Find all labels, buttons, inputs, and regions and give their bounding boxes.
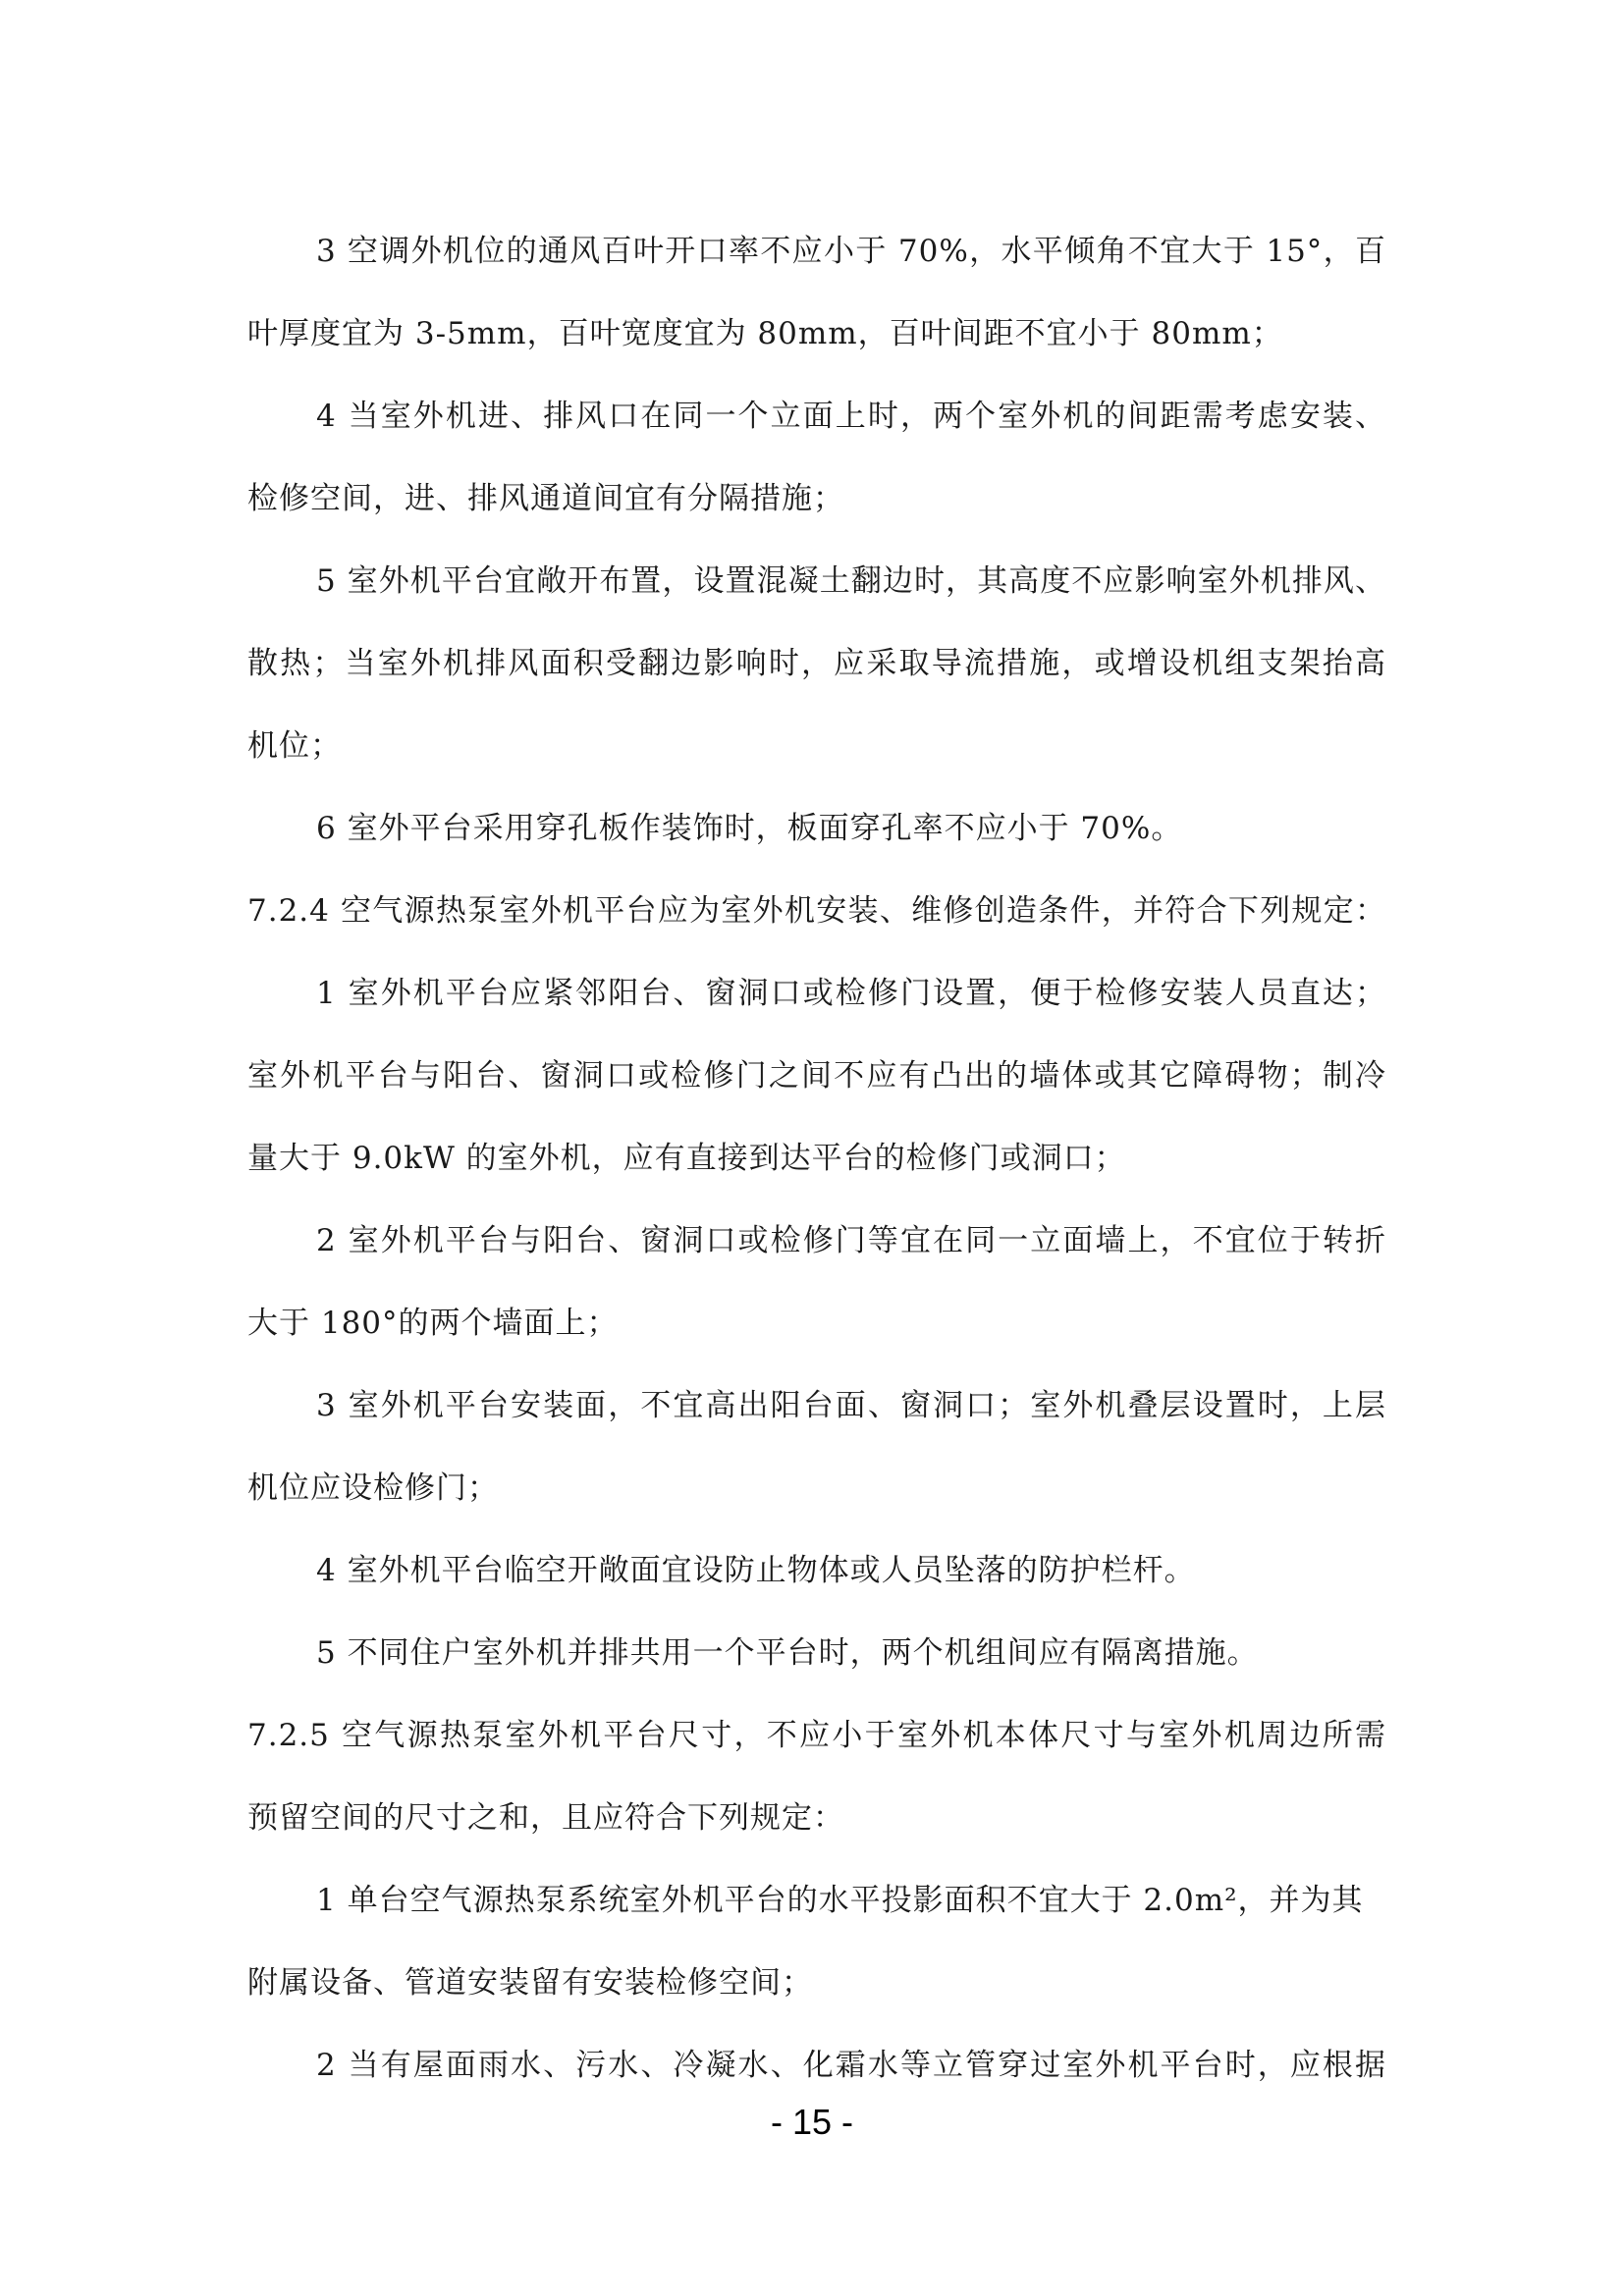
text-line: 叶厚度宜为 3-5mm，百叶宽度宜为 80mm，百叶间距不宜小于 80mm； — [247, 316, 1283, 351]
page-number: - 15 - — [770, 2102, 854, 2142]
text-segment: 1 单台空气源热泵系统室外机平台的水平投影面积不宜大于 2.0m — [316, 1883, 1225, 1918]
text-line: 5 不同住户室外机并排共用一个平台时，两个机组间应有隔离措施。 — [316, 1635, 1259, 1671]
text-line: 6 室外平台采用穿孔板作装饰时，板面穿孔率不应小于 70%。 — [316, 811, 1183, 846]
text-line: 散热；当室外机排风面积受翻边影响时，应采取导流措施，或增设机组支架抬高 — [247, 646, 1386, 681]
clause-heading: 7.2.5 空气源热泵室外机平台尺寸，不应小于室外机本体尺寸与室外机周边所需 — [247, 1718, 1386, 1753]
text-line: 5 室外机平台宜敞开布置，设置混凝土翻边时，其高度不应影响室外机排风、 — [316, 563, 1386, 599]
text-line: 检修空间，进、排风通道间宜有分隔措施； — [247, 481, 844, 516]
text-line: 附属设备、管道安装留有安装检修空间； — [247, 1965, 813, 2001]
text-line: 大于 180°的两个墙面上； — [247, 1306, 619, 1341]
text-line: 量大于 9.0kW 的室外机，应有直接到达平台的检修门或洞口； — [247, 1141, 1126, 1176]
text-line: 室外机平台与阳台、窗洞口或检修门之间不应有凸出的墙体或其它障碍物；制冷 — [247, 1058, 1386, 1094]
text-line: 2 当有屋面雨水、污水、冷凝水、化霜水等立管穿过室外机平台时，应根据 — [316, 2048, 1386, 2083]
text-line: 1 室外机平台应紧邻阳台、窗洞口或检修门设置，便于检修安装人员直达； — [316, 976, 1386, 1011]
text-line: 预留空间的尺寸之和，且应符合下列规定： — [247, 1800, 844, 1836]
text-segment: ²，并为其 — [1224, 1883, 1364, 1918]
text-line — [316, 1881, 1386, 1920]
text-line: 机位； — [247, 728, 342, 764]
clause-heading: 7.2.4 空气源热泵室外机平台应为室外机安装、维修创造条件，并符合下列规定： — [247, 893, 1386, 929]
text-line: 2 室外机平台与阳台、窗洞口或检修门等宜在同一立面墙上，不宜位于转折 — [316, 1223, 1386, 1258]
text-line: 3 空调外机位的通风百叶开口率不应小于 70%，水平倾角不宜大于 15°，百 — [316, 234, 1386, 269]
text-line: 4 室外机平台临空开敞面宜设防止物体或人员坠落的防护栏杆。 — [316, 1553, 1196, 1588]
text-line: 4 当室外机进、排风口在同一个立面上时，两个室外机的间距需考虑安装、 — [316, 399, 1386, 434]
text-line: 机位应设检修门； — [247, 1470, 499, 1506]
text-line: 3 室外机平台安装面，不宜高出阳台面、窗洞口；室外机叠层设置时，上层 — [316, 1388, 1386, 1423]
